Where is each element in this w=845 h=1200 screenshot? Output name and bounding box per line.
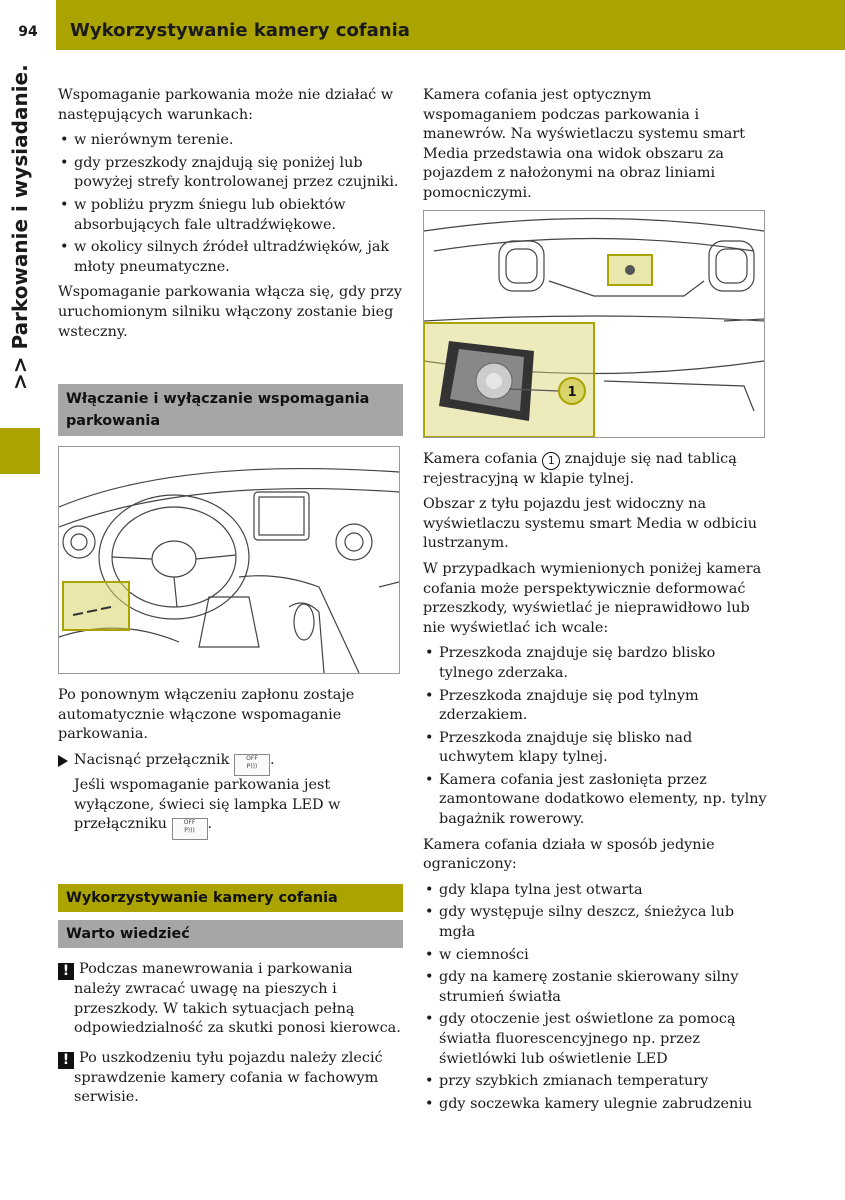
list-item: • gdy soczewka kamery ulegnie zabrudzeniu bbox=[423, 1095, 768, 1115]
warning-icon: ! bbox=[58, 963, 74, 980]
side-chapter-text: >> Parkowanie i wysiadanie. bbox=[8, 64, 32, 390]
warning-icon: ! bbox=[58, 1052, 74, 1069]
list-item: • gdy przeszkody znajdują się poniżej lub powyżej strefy kontrolowanej przez czujniki. bbox=[58, 154, 403, 193]
action-text: Nacisnąć przełącznik bbox=[74, 751, 230, 768]
list-item: • Przeszkoda znajduje się bardzo blisko tylnego zderzaka. bbox=[423, 644, 768, 683]
list-item: • gdy otoczenie jest oświetlone za pomocą światła fluorescencyjnego np. przez świetlówki lub oświetlenie LED bbox=[423, 1010, 768, 1069]
list-item: • w ciemności bbox=[423, 946, 768, 966]
side-chapter-label bbox=[8, 64, 36, 418]
side-chapter-marker bbox=[0, 428, 40, 474]
page-number: 94 bbox=[0, 0, 56, 50]
list-item: • w pobliżu pryzm śniegu lub obiektów absorbujących fale ultradźwiękowe. bbox=[58, 196, 403, 235]
mirror-text: Obszar z tyłu pojazdu jest widoczny na wyświetlaczu systemu smart Media w odbiciu lustrzanym. bbox=[423, 496, 757, 552]
deform-intro-text: W przypadkach wymienionych poniżej kamera cofania może perspektywicznie deformować przeszkody, wyświetlać je nieprawidłowo lub nie wyświetlać ich wcale: bbox=[423, 560, 762, 636]
section-heading-good-to-know: Warto wiedzieć bbox=[58, 920, 403, 948]
rear-camera-illustration bbox=[423, 210, 765, 438]
warning-text: Po uszkodzeniu tyłu pojazdu należy zlecić sprawdzenie kamery cofania w fachowym serwisie. bbox=[74, 1049, 383, 1106]
switch-icon: OFF P))) bbox=[172, 818, 208, 840]
list-item: • w nierównym terenie. bbox=[58, 131, 403, 151]
limit-intro-text: Kamera cofania działa w sposób jedynie ograniczony: bbox=[423, 836, 715, 873]
dashboard-drawing bbox=[59, 447, 399, 673]
list-item: • Przeszkoda znajduje się blisko nad uchwytem klapy tylnej. bbox=[423, 729, 768, 768]
dashboard-illustration bbox=[58, 446, 400, 674]
list-item: • przy szybkich zmianach temperatury bbox=[423, 1072, 768, 1092]
list-item: • Kamera cofania jest zasłonięta przez zamontowane dodatkowo elementy, np. tylny bagażnik rowerowy. bbox=[423, 771, 768, 830]
list-item: • gdy klapa tylna jest otwarta bbox=[423, 881, 768, 901]
action-arrow-icon bbox=[58, 755, 68, 767]
list-item: • gdy na kamerę zostanie skierowany silny strumień światła bbox=[423, 968, 768, 1007]
activation-text: Wspomaganie parkowania włącza się, gdy przy uruchomionym silniku włączony zostanie bieg wsteczny. bbox=[58, 284, 402, 340]
camera-intro-text: Kamera cofania jest optycznym wspomaganiem podczas parkowania i manewrów. Na wyświetlaczu systemu smart Media przedstawia ona widok obszaru za pojazdem z nałożonymi na obraz liniami pomocniczymi. bbox=[423, 87, 746, 201]
switch-icon: OFF P))) bbox=[234, 754, 270, 776]
conditions-list bbox=[58, 131, 403, 277]
list-item: • Przeszkoda znajduje się pod tylnym zderzakiem. bbox=[423, 687, 768, 726]
limit-cases-list bbox=[423, 881, 768, 1115]
intro-text: Wspomaganie parkowania może nie działać w następujących warunkach: bbox=[58, 87, 394, 123]
section-heading-switching: Włączanie i wyłączanie wspomagania parkowania bbox=[58, 384, 403, 436]
action-step: Nacisnąć przełącznik OFF P))) . Jeśli wspomaganie parkowania jest wyłączone, świeci się lampka LED w przełączniku OFF P))) . bbox=[58, 751, 403, 840]
left-column bbox=[58, 86, 403, 1118]
list-item: • w okolicy silnych źródeł ultradźwięków, jak młoty pneumatyczne. bbox=[58, 238, 403, 277]
callout-circle-icon: 1 bbox=[542, 452, 560, 470]
callout-number: 1 bbox=[567, 384, 577, 400]
right-column bbox=[423, 86, 768, 1120]
warning-text: Podczas manewrowania i parkowania należy zwracać uwagę na pieszych i przeszkody. W takich sytuacjach pełną odpowiedzialność za skutki ponosi kierowca. bbox=[74, 961, 401, 1037]
restart-text: Po ponownym włączeniu zapłonu zostaje automatycznie włączone wspomaganie parkowania. bbox=[58, 687, 355, 743]
section-heading-camera: Wykorzystywanie kamery cofania bbox=[58, 884, 403, 912]
warning-note bbox=[58, 960, 403, 1039]
list-item: • gdy występuje silny deszcz, śnieżyca lub mgła bbox=[423, 903, 768, 942]
deform-cases-list bbox=[423, 644, 768, 829]
rear-car-drawing bbox=[424, 211, 764, 437]
action-result-text: Jeśli wspomaganie parkowania jest wyłączone, świeci się lampka LED w przełączniku bbox=[74, 776, 341, 833]
page-title: Wykorzystywanie kamery cofania bbox=[70, 20, 410, 41]
camera-location-text: Kamera cofania 1 znajduje się nad tablicą rejestracyjną w klapie tylnej. bbox=[423, 450, 737, 487]
warning-note bbox=[58, 1049, 403, 1108]
